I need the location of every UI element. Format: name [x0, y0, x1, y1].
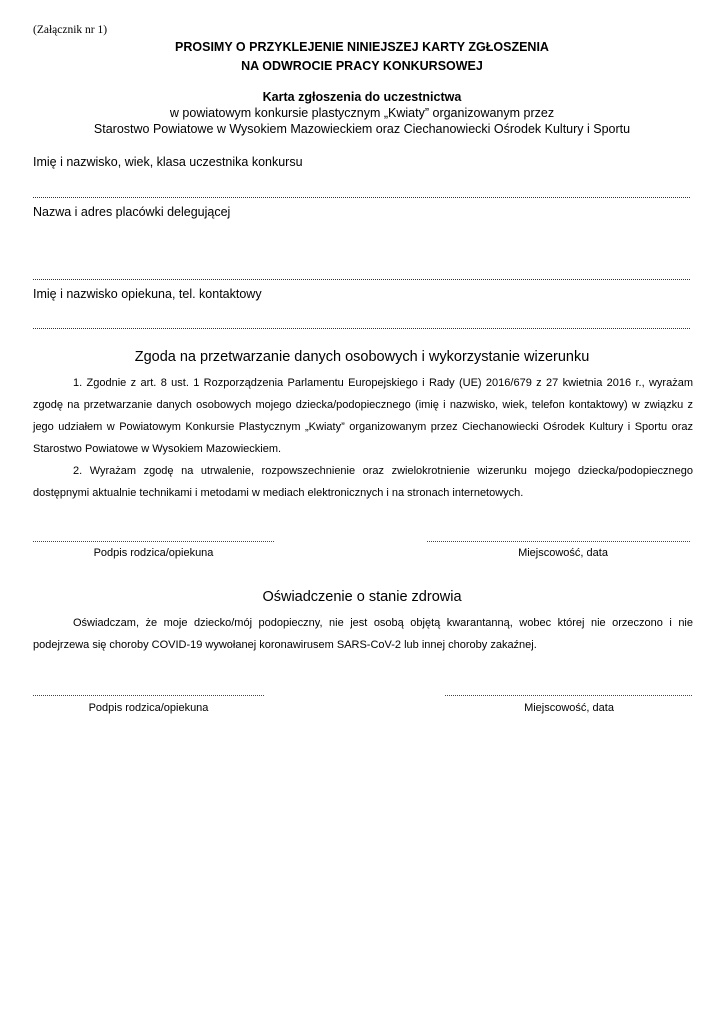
guardian-field-label: Imię i nazwisko opiekuna, tel. kontaktowy [33, 287, 262, 301]
health-place-date-line[interactable] [445, 695, 692, 696]
consent-signature-label: Podpis rodzica/opiekuna [93, 547, 214, 559]
consent-paragraph-2: 2. Wyrażam zgodę na utrwalenie, rozpowszechnienie oraz zwielokrotnienie wizerunku mojego dziecka/podopiecznego dostępnymi aktualnie technikami i metodami w mediach elektronicznych i na stronach internetowych. [33, 465, 693, 499]
card-line-2: w powiatowym konkursie plastycznym „Kwiaty” organizowanym przez [169, 106, 555, 120]
participant-field-label: Imię i nazwisko, wiek, klasa uczestnika konkursu [33, 155, 303, 169]
health-text [33, 612, 693, 656]
card-title: Karta zgłoszenia do uczestnictwa [262, 90, 462, 104]
attachment-label: (Załącznik nr 1) [33, 24, 108, 36]
consent-text [33, 372, 693, 504]
consent-title: Zgoda na przetwarzanie danych osobowych i wykorzystanie wizerunku [134, 349, 590, 365]
health-signature-label: Podpis rodzica/opiekuna [88, 702, 209, 714]
header-line-1: PROSIMY O PRZYKLEJENIE NINIEJSZEJ KARTY ZGŁOSZENIA [175, 40, 549, 54]
health-place-date-label: Miejscowość, data [524, 702, 614, 714]
guardian-field-line[interactable] [33, 328, 690, 329]
health-title: Oświadczenie o stanie zdrowia [262, 589, 462, 605]
consent-place-date-line[interactable] [427, 541, 690, 542]
header-line-2: NA ODWROCIE PRACY KONKURSOWEJ [241, 59, 483, 73]
health-paragraph: Oświadczam, że moje dziecko/mój podopieczny, nie jest osobą objętą kwarantanną, wobec której nie orzeczono i nie podejrzewa się choroby COVID-19 wywołanej koronawirusem SARS-CoV-2 lub innej choroby zakaźnej. [33, 617, 693, 651]
institution-field-line[interactable] [33, 279, 690, 280]
consent-place-date-label: Miejscowość, data [518, 547, 608, 559]
participant-field-line[interactable] [33, 197, 690, 198]
institution-field-label: Nazwa i adres placówki delegującej [33, 205, 231, 219]
consent-signature-line[interactable] [33, 541, 274, 542]
card-line-3: Starostwo Powiatowe w Wysokiem Mazowieckiem oraz Ciechanowiecki Ośrodek Kultury i Sportu [93, 122, 631, 136]
consent-paragraph-1: 1. Zgodnie z art. 8 ust. 1 Rozporządzenia Parlamentu Europejskiego i Rady (UE) 2016/679 z 27 kwietnia 2016 r., wyrażam zgodę na przetwarzanie danych osobowych mojego dziecka/podopiecznego (imię i nazwisko, wiek, telefon kontaktowy) w związku z jego udziałem w Powiatowym Konkursie Plastycznym „Kwiaty” organizowanym przez Ciechanowiecki Ośrodek Kultury i Sportu oraz Starostwo Powiatowe w Wysokiem Mazowieckiem. [33, 377, 693, 455]
health-signature-line[interactable] [33, 695, 264, 696]
